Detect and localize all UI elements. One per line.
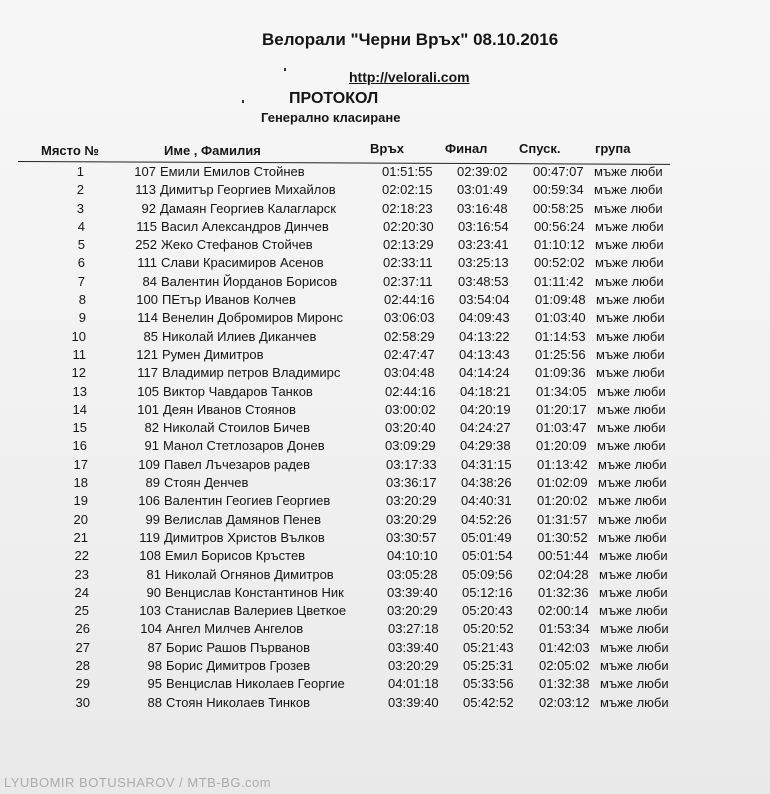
- final-time-cell: 03:23:41: [458, 237, 509, 253]
- final-time-cell: 04:52:26: [461, 511, 512, 527]
- header-final: Финал: [445, 141, 488, 156]
- ranking-subtitle: Генерално класиране: [261, 110, 401, 125]
- descent-time-cell: 01:13:42: [537, 456, 588, 472]
- descent-time-cell: 00:47:07: [533, 164, 584, 179]
- final-time-cell: 05:25:31: [463, 658, 514, 674]
- group-cell: мъже люби: [596, 310, 665, 326]
- peak-time-cell: 02:33:11: [383, 255, 433, 271]
- athlete-name-cell: Венелин Добромиров Миронс: [162, 310, 344, 326]
- descent-time-cell: 01:42:03: [539, 639, 590, 655]
- table-row: [0, 694, 770, 712]
- athlete-name-cell: Ангел Милчев Ангелов: [166, 621, 304, 637]
- group-cell: мъже люби: [599, 584, 668, 600]
- final-time-cell: 04:09:43: [459, 310, 510, 326]
- group-cell: мъже люби: [594, 200, 663, 216]
- place-cell: 9: [78, 310, 86, 326]
- table-row: [0, 163, 770, 181]
- place-cell: 20: [73, 511, 88, 527]
- final-time-cell: 04:40:31: [461, 493, 512, 509]
- final-time-cell: 03:01:49: [457, 182, 508, 198]
- bib-number-cell: 92: [141, 200, 156, 216]
- descent-time-cell: 01:53:34: [539, 621, 590, 637]
- descent-time-cell: 01:11:42: [534, 273, 584, 289]
- group-cell: мъже люби: [598, 529, 667, 545]
- group-cell: мъже люби: [598, 511, 667, 527]
- bib-number-cell: 90: [146, 584, 161, 600]
- final-time-cell: 04:29:38: [460, 438, 511, 454]
- table-row: [0, 364, 770, 382]
- descent-time-cell: 01:31:57: [537, 511, 588, 527]
- bib-number-cell: 106: [138, 493, 160, 509]
- athlete-name-cell: Венцислав Константинов Ник: [165, 584, 344, 600]
- bib-number-cell: 88: [147, 694, 162, 710]
- place-cell: 30: [75, 694, 90, 710]
- table-row: [0, 401, 770, 419]
- final-time-cell: 05:01:54: [462, 548, 513, 564]
- table-row: [0, 657, 770, 675]
- group-cell: мъже люби: [595, 273, 664, 289]
- group-cell: мъже люби: [596, 365, 665, 381]
- bib-number-cell: 119: [139, 529, 160, 545]
- descent-time-cell: 01:32:38: [539, 676, 590, 692]
- athlete-name-cell: Дамаян Георгиев Калагларск: [160, 200, 336, 216]
- header-peak: Връх: [370, 141, 405, 156]
- bib-number-cell: 87: [147, 639, 162, 655]
- athlete-name-cell: Емили Емилов Стойнев: [160, 164, 305, 179]
- table-row: [0, 383, 770, 401]
- athlete-name-cell: Борис Рашов Първанов: [166, 639, 311, 655]
- place-cell: 14: [72, 401, 87, 417]
- protocol-heading: ПРОТОКОЛ: [289, 90, 379, 107]
- peak-time-cell: 03:30:57: [386, 529, 437, 545]
- peak-time-cell: 03:04:48: [384, 365, 435, 381]
- descent-time-cell: 00:56:24: [534, 218, 585, 234]
- peak-time-cell: 03:06:03: [384, 310, 435, 326]
- final-time-cell: 05:20:52: [463, 621, 514, 637]
- table-row: [0, 218, 770, 236]
- table-row: [0, 291, 770, 309]
- final-time-cell: 05:42:52: [463, 694, 514, 710]
- final-time-cell: 03:16:48: [457, 200, 508, 216]
- place-cell: 4: [77, 218, 85, 234]
- peak-time-cell: 03:00:02: [385, 401, 436, 417]
- table-row: [0, 620, 770, 638]
- final-time-cell: 04:31:15: [461, 456, 512, 472]
- final-time-cell: 05:20:43: [462, 603, 513, 619]
- bib-number-cell: 117: [137, 365, 158, 381]
- place-cell: 13: [72, 383, 87, 399]
- descent-time-cell: 01:03:40: [535, 310, 586, 326]
- final-time-cell: 03:48:53: [458, 273, 509, 289]
- table-row: [0, 346, 770, 364]
- place-cell: 11: [72, 346, 86, 362]
- athlete-name-cell: Владимир петров Владимирс: [162, 365, 341, 381]
- descent-time-cell: 00:58:25: [533, 200, 584, 216]
- descent-time-cell: 00:59:34: [533, 182, 584, 198]
- peak-time-cell: 03:39:40: [388, 639, 439, 655]
- table-row: [0, 456, 770, 474]
- group-cell: мъже люби: [598, 456, 667, 472]
- peak-time-cell: 02:37:11: [383, 273, 433, 289]
- descent-time-cell: 01:03:47: [536, 420, 587, 436]
- header-place-number: Място №: [41, 143, 99, 158]
- place-cell: 3: [76, 200, 84, 216]
- group-cell: мъже люби: [595, 237, 664, 253]
- peak-time-cell: 03:20:40: [385, 420, 436, 436]
- bib-number-cell: 89: [145, 475, 160, 491]
- athlete-name-cell: Стоян Николаев Тинков: [166, 694, 311, 710]
- bib-number-cell: 111: [137, 255, 157, 271]
- peak-time-cell: 04:10:10: [387, 548, 438, 564]
- descent-time-cell: 01:20:17: [536, 401, 587, 417]
- peak-time-cell: 03:05:28: [387, 566, 438, 582]
- peak-time-cell: 02:47:47: [384, 346, 435, 362]
- final-time-cell: 04:18:21: [460, 383, 511, 399]
- bib-number-cell: 121: [136, 346, 158, 362]
- peak-time-cell: 02:44:16: [384, 292, 435, 308]
- bib-number-cell: 109: [138, 456, 160, 472]
- descent-time-cell: 01:25:56: [535, 346, 586, 362]
- athlete-name-cell: Виктор Чавдаров Танков: [163, 383, 313, 399]
- bib-number-cell: 252: [135, 237, 157, 253]
- bib-number-cell: 105: [137, 383, 159, 399]
- descent-time-cell: 00:52:02: [534, 255, 585, 271]
- final-time-cell: 03:25:13: [458, 255, 509, 271]
- bib-number-cell: 85: [143, 328, 158, 344]
- peak-time-cell: 02:44:16: [385, 383, 436, 399]
- athlete-name-cell: Валентин Геогиев Георгиев: [164, 493, 331, 509]
- athlete-name-cell: Васил Александров Динчев: [161, 218, 329, 234]
- bib-number-cell: 104: [140, 621, 162, 637]
- final-time-cell: 04:13:22: [459, 328, 510, 344]
- athlete-name-cell: Димитър Георгиев Михайлов: [160, 182, 336, 198]
- descent-time-cell: 01:02:09: [537, 475, 588, 491]
- peak-time-cell: 02:58:29: [384, 328, 435, 344]
- peak-time-cell: 03:36:17: [386, 475, 437, 491]
- descent-time-cell: 01:20:02: [537, 493, 588, 509]
- place-cell: 6: [77, 255, 85, 271]
- bib-number-cell: 99: [145, 511, 160, 527]
- descent-time-cell: 00:51:44: [538, 548, 589, 564]
- bib-number-cell: 107: [134, 164, 156, 179]
- group-cell: мъже люби: [599, 603, 668, 619]
- descent-time-cell: 01:32:36: [538, 584, 589, 600]
- athlete-name-cell: Манол Стетлозаров Донев: [163, 438, 325, 454]
- athlete-name-cell: Румен Димитров: [162, 346, 264, 362]
- athlete-name-cell: Деян Иванов Стоянов: [163, 401, 296, 417]
- place-cell: 12: [71, 365, 86, 381]
- paper-speck: [284, 68, 286, 71]
- paper-speck: [242, 100, 244, 103]
- table-row: [0, 547, 770, 565]
- peak-time-cell: 04:01:18: [388, 676, 439, 692]
- final-time-cell: 05:33:56: [463, 676, 514, 692]
- table-row: [0, 639, 770, 657]
- descent-time-cell: 01:14:53: [535, 328, 586, 344]
- peak-time-cell: 03:20:29: [388, 658, 439, 674]
- place-cell: 29: [75, 676, 90, 692]
- place-cell: 23: [74, 566, 89, 582]
- peak-time-cell: 03:39:40: [387, 584, 438, 600]
- athlete-name-cell: Жеко Стефанов Стойчев: [161, 237, 313, 253]
- group-cell: мъже люби: [600, 621, 669, 637]
- descent-time-cell: 02:00:14: [538, 603, 589, 619]
- group-cell: мъже люби: [595, 255, 664, 271]
- place-cell: 15: [72, 420, 87, 436]
- group-cell: мъже люби: [597, 383, 666, 399]
- table-row: [0, 236, 770, 254]
- descent-time-cell: 02:05:02: [539, 658, 590, 674]
- group-cell: мъже люби: [598, 475, 667, 491]
- group-cell: мъже люби: [599, 566, 668, 582]
- final-time-cell: 04:13:43: [459, 346, 510, 362]
- group-cell: мъже люби: [598, 493, 667, 509]
- place-cell: 28: [75, 658, 90, 674]
- place-cell: 27: [75, 639, 90, 655]
- athlete-name-cell: Николай Илиев Диканчев: [162, 328, 317, 344]
- bib-number-cell: 108: [139, 548, 161, 564]
- group-cell: мъже люби: [597, 420, 666, 436]
- athlete-name-cell: Велислав Дамянов Пенев: [164, 511, 321, 527]
- table-row: [0, 602, 770, 620]
- place-cell: 24: [74, 584, 89, 600]
- place-cell: 21: [73, 529, 88, 545]
- table-row: [0, 529, 770, 547]
- athlete-name-cell: Николай Стоилов Бичев: [163, 420, 310, 436]
- athlete-name-cell: Димитров Христов Вълков: [164, 529, 325, 545]
- bib-number-cell: 84: [142, 273, 157, 289]
- descent-time-cell: 01:09:36: [535, 365, 586, 381]
- table-row: [0, 200, 770, 218]
- bib-number-cell: 103: [139, 603, 161, 619]
- descent-time-cell: 02:03:12: [539, 694, 590, 710]
- final-time-cell: 04:14:24: [459, 365, 510, 381]
- table-row: [0, 675, 770, 693]
- place-cell: 10: [71, 328, 86, 344]
- group-cell: мъже люби: [600, 658, 669, 674]
- group-cell: мъже люби: [600, 694, 669, 710]
- peak-time-cell: 02:20:30: [383, 218, 434, 234]
- peak-time-cell: 02:02:15: [382, 182, 433, 198]
- final-time-cell: 04:38:26: [461, 475, 512, 491]
- group-cell: мъже люби: [596, 328, 665, 344]
- final-time-cell: 05:09:56: [462, 566, 513, 582]
- descent-time-cell: 01:34:05: [536, 383, 587, 399]
- peak-time-cell: 02:18:23: [382, 200, 433, 216]
- place-cell: 8: [78, 292, 86, 308]
- peak-time-cell: 03:39:40: [388, 694, 439, 710]
- place-cell: 22: [74, 548, 89, 564]
- header-name: Име , Фамилия: [164, 143, 261, 158]
- athlete-name-cell: Борис Димитров Грозев: [166, 658, 311, 674]
- athlete-name-cell: Станислав Валериев Цветкое: [165, 603, 347, 619]
- descent-time-cell: 01:09:48: [535, 292, 586, 308]
- bib-number-cell: 100: [136, 292, 158, 308]
- final-time-cell: 02:39:02: [457, 164, 508, 179]
- place-cell: 25: [74, 603, 89, 619]
- table-row: [0, 437, 770, 455]
- athlete-name-cell: Валентин Йорданов Борисов: [161, 273, 338, 289]
- final-time-cell: 05:12:16: [462, 584, 513, 600]
- place-cell: 26: [75, 621, 90, 637]
- peak-time-cell: 03:20:29: [386, 493, 437, 509]
- athlete-name-cell: Павел Лъчезаров радев: [164, 456, 311, 472]
- website-link[interactable]: http://velorali.com: [349, 69, 470, 85]
- descent-time-cell: 01:20:09: [536, 438, 587, 454]
- peak-time-cell: 03:17:33: [386, 456, 437, 472]
- place-cell: 18: [73, 475, 88, 491]
- final-time-cell: 05:01:49: [461, 529, 512, 545]
- athlete-name-cell: ПЕтър Иванов Колчев: [162, 292, 296, 308]
- table-row: [0, 419, 770, 437]
- descent-time-cell: 01:10:12: [534, 237, 585, 253]
- place-cell: 16: [72, 438, 87, 454]
- group-cell: мъже люби: [597, 401, 666, 417]
- table-row: [0, 474, 770, 492]
- table-row: [0, 492, 770, 510]
- final-time-cell: 04:20:19: [460, 401, 511, 417]
- bib-number-cell: 91: [144, 438, 159, 454]
- peak-time-cell: 03:09:29: [385, 438, 436, 454]
- place-cell: 7: [77, 273, 85, 289]
- bib-number-cell: 98: [147, 658, 162, 674]
- table-row: [0, 584, 770, 602]
- peak-time-cell: 01:51:55: [382, 164, 433, 179]
- bib-number-cell: 114: [137, 310, 158, 326]
- table-row: [0, 328, 770, 346]
- place-cell: 1: [76, 164, 84, 179]
- header-descent: Спуск.: [519, 141, 561, 156]
- athlete-name-cell: Емил Борисов Кръстев: [165, 548, 306, 564]
- bib-number-cell: 82: [144, 420, 159, 436]
- document-title: Велорали "Черни Връх" 08.10.2016: [262, 30, 559, 49]
- peak-time-cell: 02:13:29: [383, 237, 434, 253]
- bib-number-cell: 95: [147, 676, 162, 692]
- group-cell: мъже люби: [600, 639, 669, 655]
- place-cell: 5: [77, 237, 85, 253]
- place-cell: 17: [73, 456, 88, 472]
- place-cell: 19: [73, 493, 88, 509]
- descent-time-cell: 02:04:28: [538, 566, 589, 582]
- place-cell: 2: [76, 182, 84, 198]
- results-table: [0, 163, 770, 712]
- bib-number-cell: 115: [136, 218, 157, 234]
- peak-time-cell: 03:27:18: [388, 621, 439, 637]
- group-cell: мъже люби: [596, 292, 665, 308]
- athlete-name-cell: Стоян Денчев: [164, 475, 249, 491]
- final-time-cell: 03:16:54: [458, 218, 509, 234]
- group-cell: мъже люби: [595, 218, 664, 234]
- peak-time-cell: 03:20:29: [386, 511, 437, 527]
- peak-time-cell: 03:20:29: [387, 603, 438, 619]
- table-row: [0, 511, 770, 529]
- table-row: [0, 181, 770, 199]
- athlete-name-cell: Слави Красимиров Асенов: [161, 255, 324, 271]
- final-time-cell: 05:21:43: [463, 639, 514, 655]
- group-cell: мъже люби: [600, 676, 669, 692]
- table-row: [0, 309, 770, 327]
- group-cell: мъже люби: [597, 438, 666, 454]
- table-row: [0, 566, 770, 584]
- group-cell: мъже люби: [599, 548, 668, 564]
- group-cell: мъже люби: [594, 182, 663, 198]
- final-time-cell: 04:24:27: [460, 420, 511, 436]
- bib-number-cell: 101: [137, 401, 159, 417]
- table-row: [0, 273, 770, 291]
- final-time-cell: 03:54:04: [459, 292, 510, 308]
- group-cell: мъже люби: [596, 346, 665, 362]
- descent-time-cell: 01:30:52: [537, 529, 588, 545]
- athlete-name-cell: Николай Огнянов Димитров: [165, 566, 334, 582]
- header-group: група: [595, 141, 631, 156]
- athlete-name-cell: Венцислав Николаев Георгие: [166, 676, 345, 692]
- group-cell: мъже люби: [594, 164, 663, 179]
- bib-number-cell: 81: [146, 566, 161, 582]
- photo-watermark: LYUBOMIR BOTUSHAROV / MTB-BG.com: [4, 775, 272, 790]
- bib-number-cell: 113: [135, 182, 156, 198]
- table-row: [0, 254, 770, 272]
